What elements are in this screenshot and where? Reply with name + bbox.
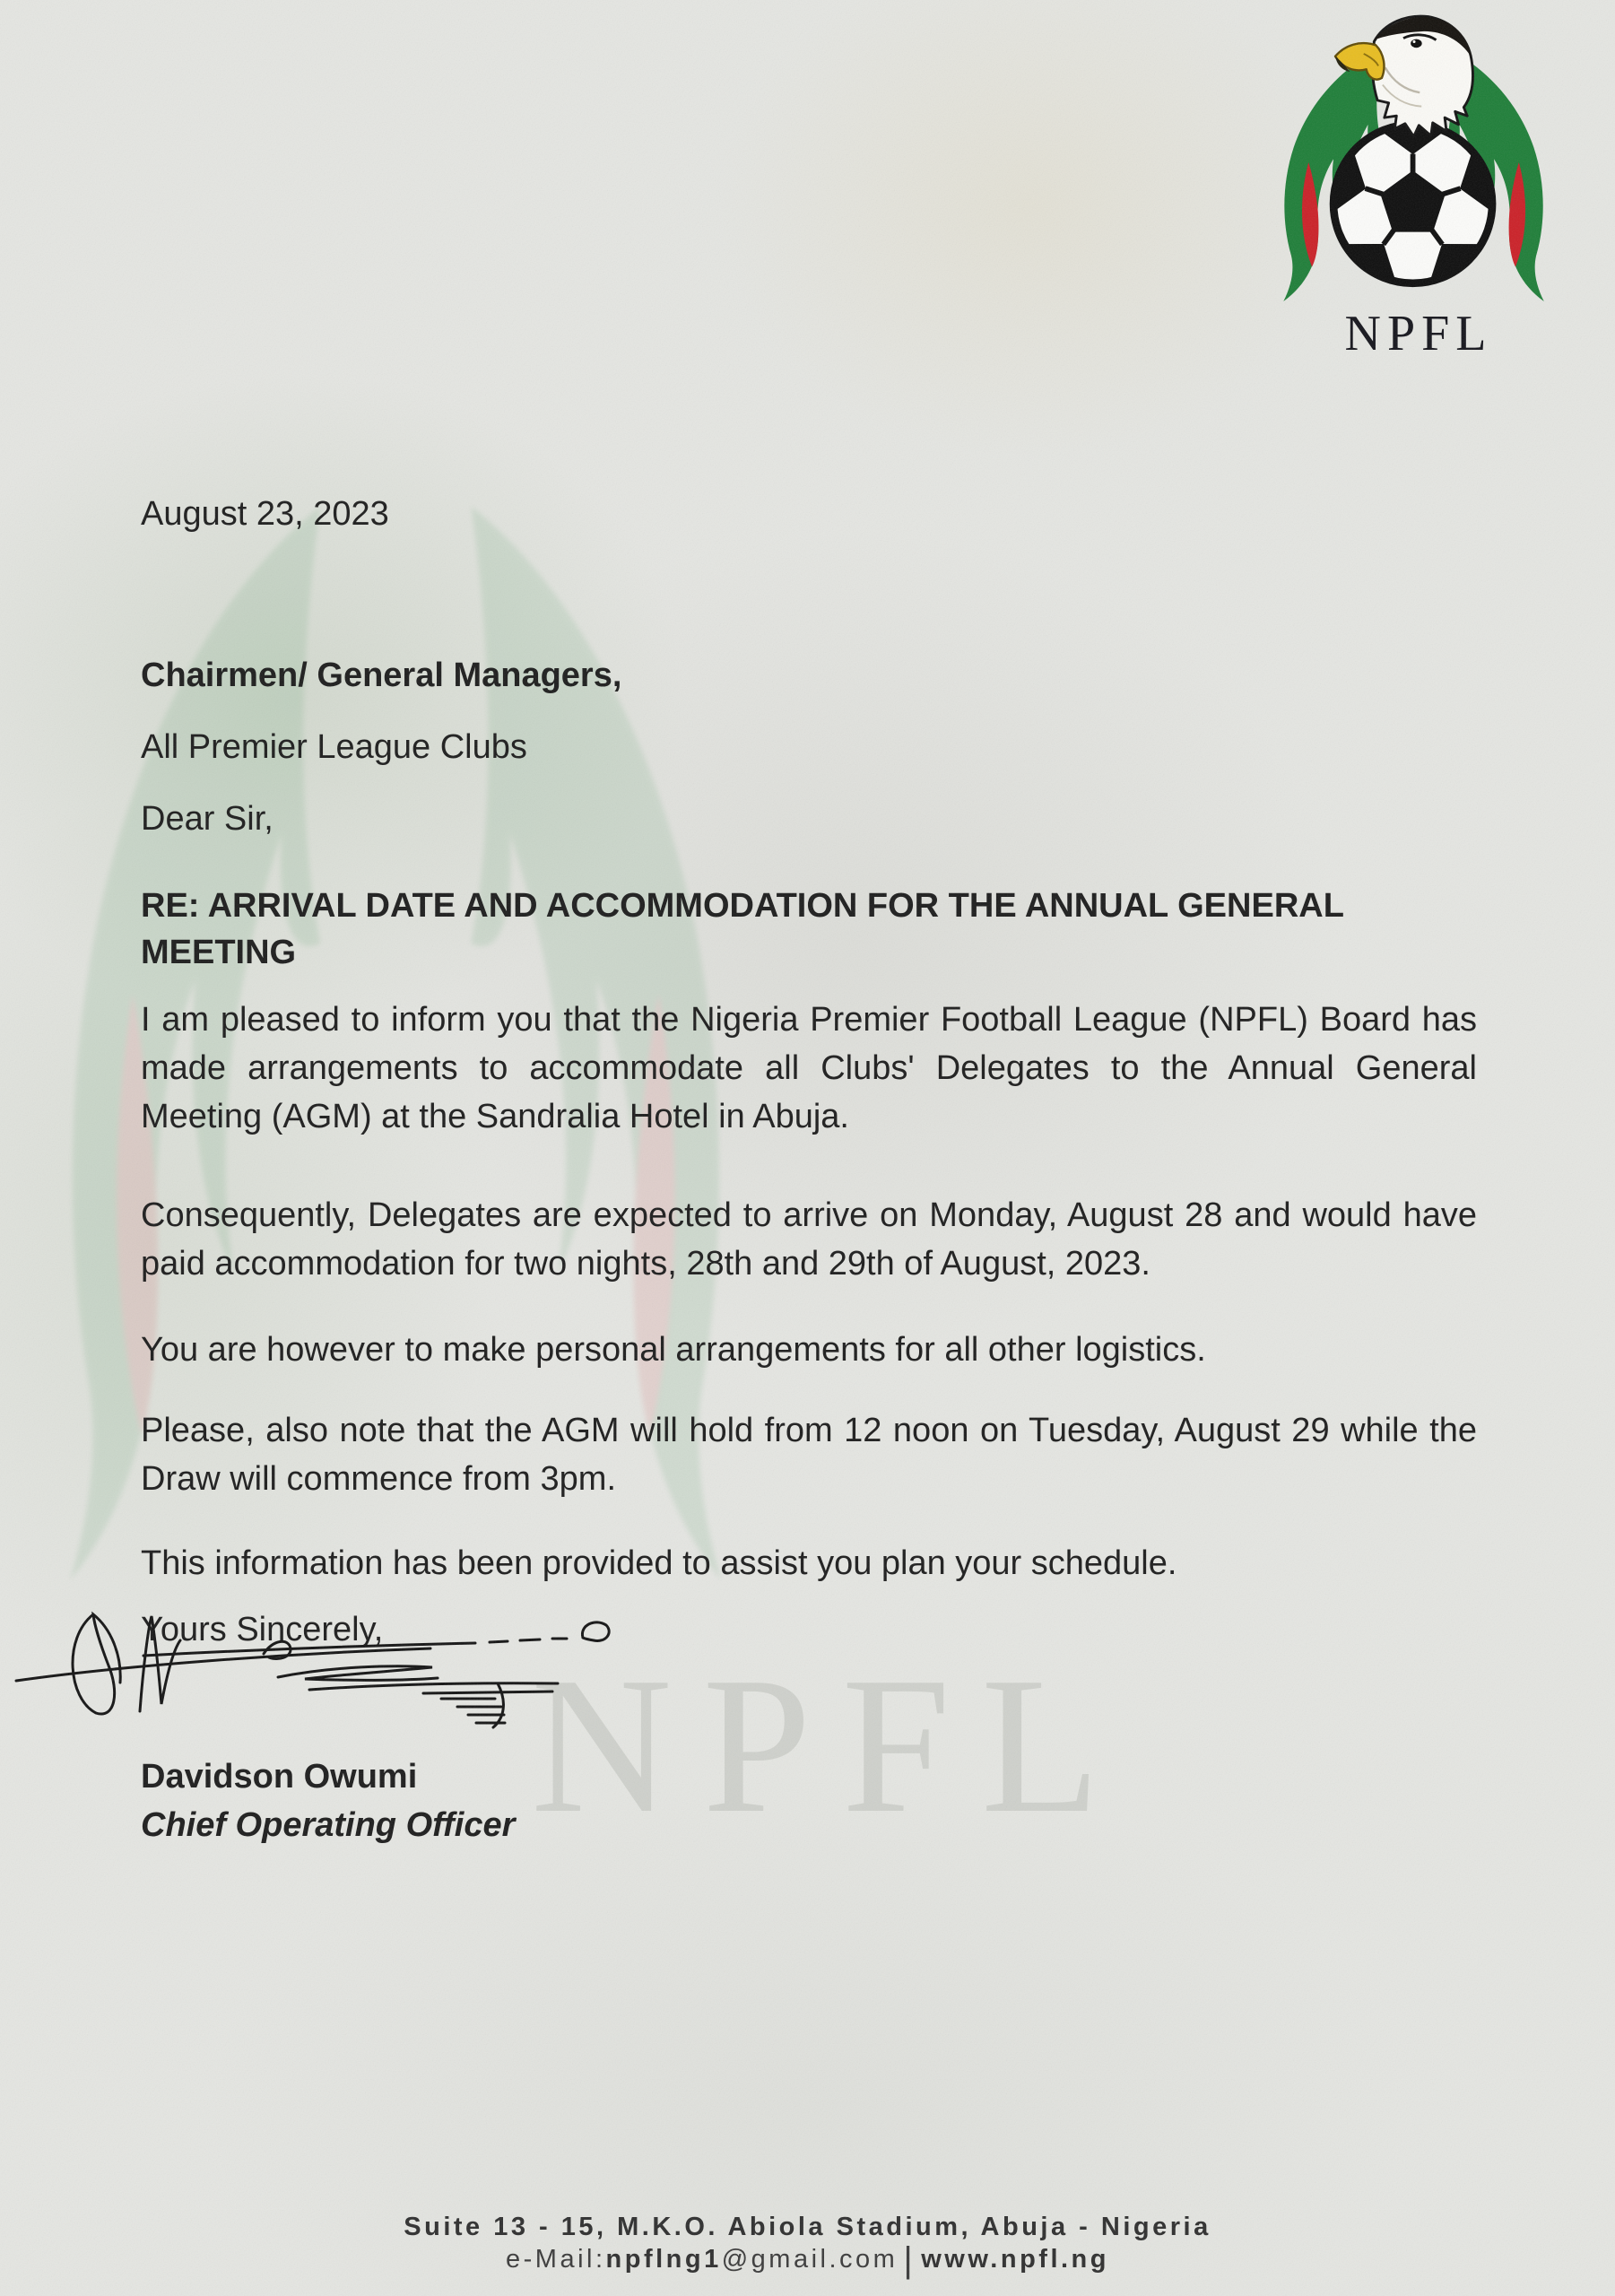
- paragraph-5: This information has been provided to assist you plan your schedule.: [141, 1544, 1177, 1582]
- logo-wordmark: NPFL: [1344, 306, 1493, 361]
- signatory-name: Davidson Owumi: [141, 1758, 418, 1796]
- paragraph-2: Consequently, Delegates are expected to arrive on Monday, August 28 and would have paid accommodation for two nights, 28th and 29th of August, 2023.: [141, 1196, 1477, 1283]
- paragraph-1: I am pleased to inform you that the Nigeria Premier Football League (NPFL) Board has made arrangements to accommodate all Clubs' Delegates to the Annual General Meeting (AGM) at the Sandralia Hotel in Abuja.: [141, 1001, 1477, 1135]
- signature-scribble: [9, 1598, 637, 1733]
- footer-separator: |: [903, 2240, 916, 2280]
- website-url: www.npfl.ng: [921, 2245, 1109, 2274]
- recipient-organization: All Premier League Clubs: [141, 728, 527, 766]
- subject-line: RE: ARRIVAL DATE AND ACCOMMODATION FOR THE ANNUAL GENERAL MEETING: [141, 887, 1344, 971]
- salutation: Dear Sir,: [141, 800, 274, 838]
- email-user: npflng1: [605, 2245, 722, 2274]
- recipient-title: Chairmen/ General Managers,: [141, 657, 622, 694]
- paragraph-3: You are however to make personal arrangements for all other logistics.: [141, 1331, 1206, 1369]
- footer-contacts: [0, 2240, 1615, 2280]
- signatory-title: Chief Operating Officer: [141, 1806, 516, 1844]
- letter-date: August 23, 2023: [141, 495, 389, 533]
- email-label: e-Mail:: [506, 2245, 606, 2274]
- footer-address: Suite 13 - 15, M.K.O. Abiola Stadium, Abuja - Nigeria: [404, 2213, 1211, 2241]
- footer: [0, 2211, 1615, 2280]
- closing-salutation: Yours Sincerely,: [141, 1611, 384, 1648]
- letterhead-logo: [1245, 5, 1607, 362]
- paragraph-4: Please, also note that the AGM will hold from 12 noon on Tuesday, August 29 while the Draw will commence from 3pm.: [141, 1412, 1477, 1498]
- email-domain: @gmail.com: [721, 2245, 899, 2274]
- npfl-text-watermark: NPFL: [531, 1638, 1132, 1854]
- npfl-crest-icon: [1245, 5, 1607, 303]
